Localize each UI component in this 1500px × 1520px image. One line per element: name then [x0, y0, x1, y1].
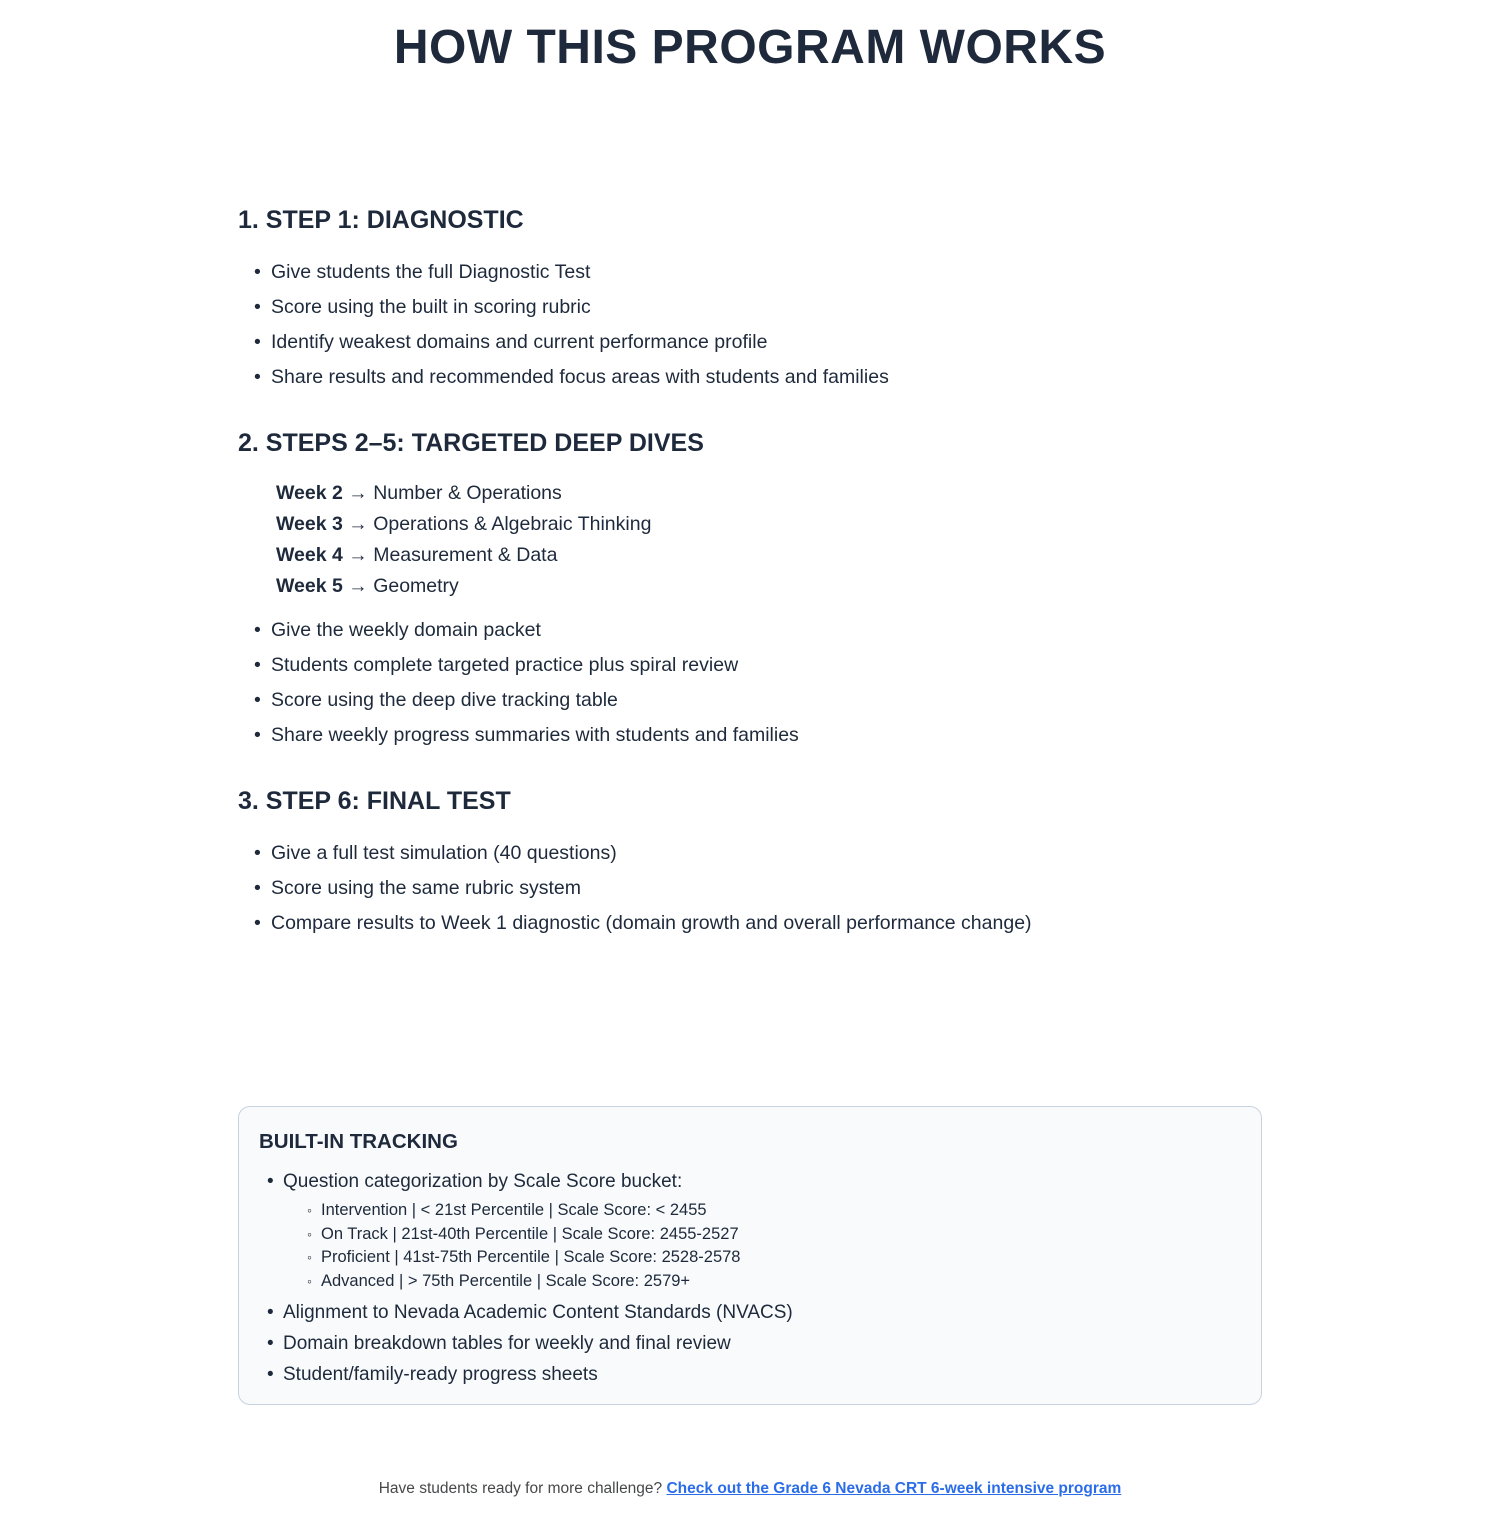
bullet-item: • Share results and recommended focus areas with students and families	[254, 360, 1262, 395]
tracking-box-heading: BUILT-IN TRACKING	[259, 1130, 458, 1153]
page-title: HOW THIS PROGRAM WORKS	[393, 21, 1107, 74]
week-row: Week 2 → Number & Operations	[276, 482, 562, 504]
bullet-item: • Identify weakest domains and current performance profile	[254, 325, 1262, 360]
tracking-box	[238, 1106, 1262, 1405]
footer-text: Have students ready for more challenge?	[378, 1480, 667, 1497]
bullet-item: • Share weekly progress summaries with students and families	[254, 718, 1262, 753]
bullet-item: • Students complete targeted practice plus spiral review	[254, 648, 1262, 683]
tracking-bullet-item: • Domain breakdown tables for weekly and final review	[267, 1328, 1237, 1359]
week-label: Week 3	[276, 513, 343, 535]
sections	[238, 205, 1262, 941]
week-row: Week 5 → Geometry	[276, 575, 459, 597]
tracking-sub-item: ◦ Advanced | > 75th Percentile | Scale Score: 2579+	[307, 1270, 1237, 1294]
section	[238, 786, 1262, 941]
tracking-sub-item: ◦ On Track | 21st-40th Percentile | Scale Score: 2455-2527	[307, 1223, 1237, 1247]
week-list	[276, 478, 1262, 602]
bullet-list	[238, 613, 1262, 753]
week-label: Week 4	[276, 544, 343, 566]
bullet-item: • Score using the deep dive tracking table	[254, 683, 1262, 718]
bullet-item: • Give a full test simulation (40 questions)	[254, 836, 1262, 871]
bullet-list	[238, 836, 1262, 941]
section-heading: 1. STEP 1: DIAGNOSTIC	[238, 206, 524, 234]
tracking-bullet-list	[259, 1166, 1237, 1390]
section	[238, 205, 1262, 395]
bullet-item: • Score using the same rubric system	[254, 871, 1262, 906]
tracking-sub-list	[283, 1199, 1237, 1293]
section	[238, 428, 1262, 753]
tracking-bullet-item: • Question categorization by Scale Score bucket: ◦ Intervention | < 21st Percentile | Scale Score: < 2455 ◦ On Track | 21st-40th Percentile | Scale Score: 2455-2527 ◦ Proficient | 41st-75th Percentile | Scale Score: 2528-2578 ◦ Advanced | > 75th Percentile | Scale Score: 2579+	[267, 1166, 1237, 1293]
bullet-list	[238, 255, 1262, 395]
tracking-bullet-item: • Student/family-ready progress sheets	[267, 1359, 1237, 1390]
tracking-sub-item: ◦ Intervention | < 21st Percentile | Scale Score: < 2455	[307, 1199, 1237, 1223]
bullet-item: • Give the weekly domain packet	[254, 613, 1262, 648]
week-label: Week 5	[276, 575, 343, 597]
tracking-bullet-item: • Alignment to Nevada Academic Content Standards (NVACS)	[267, 1297, 1237, 1328]
bullet-item: • Compare results to Week 1 diagnostic (domain growth and overall performance change)	[254, 906, 1262, 941]
week-label: Week 2	[276, 482, 343, 504]
week-row: Week 4 → Measurement & Data	[276, 544, 558, 566]
footer	[0, 1479, 1500, 1499]
bullet-item: • Score using the built in scoring rubric	[254, 290, 1262, 325]
bullet-item: • Give students the full Diagnostic Test	[254, 255, 1262, 290]
section-heading: 2. STEPS 2–5: TARGETED DEEP DIVES	[238, 429, 704, 457]
tracking-sub-item: ◦ Proficient | 41st-75th Percentile | Scale Score: 2528-2578	[307, 1246, 1237, 1270]
content	[238, 205, 1262, 1405]
week-row: Week 3 → Operations & Algebraic Thinking	[276, 513, 652, 535]
section-heading: 3. STEP 6: FINAL TEST	[238, 787, 511, 815]
footer-link[interactable]: Check out the Grade 6 Nevada CRT 6-week intensive program	[666, 1480, 1122, 1497]
